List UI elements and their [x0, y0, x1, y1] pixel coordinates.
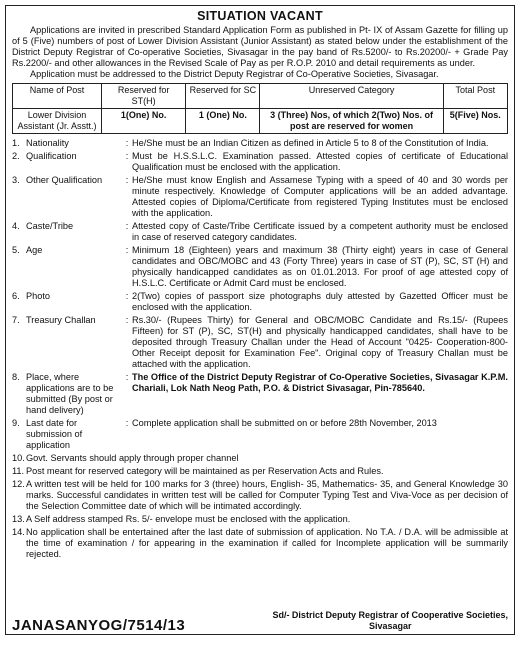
- item-text: Minimum 18 (Eighteen) years and maximum 38 (Thirty eight) years in case of General candidates and OBC/MOBC and 43 (Forty Three) years in case of ST (P), SC, ST (H) and physically handicapped candidates as on 01.01.2013. For proof of age attested copy of H.S.L.C. Certificate or Admit Card must be enclosed.: [132, 245, 508, 288]
- table-header: Name of Post: [13, 84, 102, 109]
- note-text: Govt. Servants should apply through proper channel: [26, 453, 239, 463]
- note-text: Post meant for reserved category will be maintained as per Reservation Acts and Rules.: [26, 466, 384, 476]
- note-item: [12, 466, 508, 477]
- item-label: Photo: [26, 291, 51, 301]
- table-header: Reserved for SC: [186, 84, 260, 109]
- item-text: Rs.30/- (Rupees Thirty) for General and OBC/MOBC Candidate and Rs.15/- (Rupees Fifteen) for ST (P), SC, ST(H) and physically handicapped candidates, shall have to be deposited through Treasury Challan under the Head of Account "0425- Cooperation-800-Other Receipt deposit for Examination Fee". Original copy of Treasury Challan must be attached with the application.: [132, 315, 508, 369]
- note-text: No application shall be entertained after the last date of submission of application. No T.A. / D.A. will be admissible at the time of examination / for appearing in the examination if called for Incomplete application will be summarily rejected.: [26, 527, 508, 559]
- intro-paragraph: Applications are invited in prescribed Standard Application Form as published in Pt- IX of Assam Gazette for filling up of 5 (Five) numbers of post of Lower Division Assistant (Junior Assistant) as stated below under the establishment of the District Deputy Registrar of Co-operative Societies, Sivasagar in the pay band of Rs.5200/- to Rs.20200/- + Grade Pay Rs.2200/- and other allowances in the Revised Scale of Pay as per R.O.P. 2010 and detail requirements as under.: [12, 25, 508, 68]
- table-cell: 5(Five) Nos.: [443, 109, 507, 134]
- list-item: [12, 138, 508, 149]
- item-label: Place, where applications are to be submitted (By post or hand delivery): [26, 372, 114, 415]
- list-item: [12, 372, 508, 416]
- signature-place: Sivasagar: [368, 620, 412, 631]
- item-text: He/She must know English and Assamese Typing with a speed of 40 and 30 words per minute respectively. Knowledge of Computer applications will be an added advantage. Attested copies of Diploma/Certificate from registered Typing Institutes must be enclosed with the application.: [132, 175, 508, 218]
- item-label: Qualification: [26, 151, 77, 161]
- item-text: Complete application shall be submitted on or before 28th November, 2013: [132, 418, 437, 428]
- signature-block: [272, 610, 508, 631]
- note-item: [12, 514, 508, 525]
- note-text: A Self address stamped Rs. 5/- envelope must be enclosed with the application.: [26, 514, 351, 524]
- note-item: [12, 453, 508, 464]
- list-item: [12, 175, 508, 219]
- note-item: [12, 479, 508, 512]
- item-number: 9.: [12, 418, 20, 428]
- signature-line: Sd/- District Deputy Registrar of Cooperative Societies,: [272, 610, 508, 620]
- item-colon: :: [125, 138, 129, 148]
- item-number: 6.: [12, 291, 20, 301]
- note-number: 10.: [12, 453, 25, 463]
- table-header-row: [13, 84, 508, 109]
- item-number: 7.: [12, 315, 20, 325]
- note-item: [12, 527, 508, 560]
- requirements-list: [12, 138, 508, 560]
- item-label: Nationality: [26, 138, 69, 148]
- item-number: 4.: [12, 221, 20, 231]
- item-number: 3.: [12, 175, 20, 185]
- table-header: Reserved for ST(H): [102, 84, 186, 109]
- item-number: 2.: [12, 151, 20, 161]
- note-text: A written test will be held for 100 marks for 3 (three) hours, English- 35, Mathematics- 35, and General Knowledge 30 marks. Successful candidates in written test will be called for Computer Typing Test and Viva-Voce as per decision of the Selection Committee date of which will be intimated accordingly.: [26, 479, 508, 511]
- note-number: 13.: [12, 514, 25, 524]
- item-label: Age: [26, 245, 43, 255]
- item-number: 8.: [12, 372, 20, 382]
- reference-number: JANASANYOG/7514/13: [12, 617, 186, 634]
- item-colon: :: [125, 418, 129, 428]
- table-cell: Lower Division Assistant (Jr. Asstt.): [13, 109, 102, 134]
- item-number: 5.: [12, 245, 20, 255]
- table-header: Unreserved Category: [260, 84, 443, 109]
- table-row: [13, 109, 508, 134]
- list-item: [12, 291, 508, 313]
- item-colon: :: [125, 315, 129, 325]
- page-title: SITUATION VACANT: [197, 9, 323, 23]
- advertisement-page: [5, 5, 515, 635]
- item-colon: :: [125, 151, 129, 161]
- item-number: 1.: [12, 138, 20, 148]
- table-cell: 1(One) No.: [102, 109, 186, 134]
- item-colon: :: [125, 291, 129, 301]
- item-label: Caste/Tribe: [26, 221, 74, 231]
- note-number: 14.: [12, 527, 25, 537]
- list-item: [12, 315, 508, 370]
- submission-address: The Office of the District Deputy Registrar of Co-Operative Societies, Sivasagar K.P.M. Chariali, Lok Nath Neog Path, P.O. & District Sivasagar, Pin-785640.: [132, 372, 508, 393]
- item-label: Other Qualification: [26, 175, 103, 185]
- note-number: 11.: [12, 466, 25, 476]
- item-label: Last date for submission of application: [26, 418, 83, 450]
- table-cell: 1 (One) No.: [186, 109, 260, 134]
- note-number: 12.: [12, 479, 25, 489]
- item-text: 2(Two) copies of passport size photographs duly attested by Gazetted Officer must be enclosed with the application.: [132, 291, 508, 312]
- posts-table: [12, 83, 508, 134]
- footer: [12, 610, 508, 634]
- item-colon: :: [125, 175, 129, 185]
- list-item: [12, 418, 508, 451]
- item-colon: :: [125, 372, 129, 382]
- table-header: Total Post: [443, 84, 507, 109]
- table-cell: 3 (Three) Nos, of which 2(Two) Nos. of post are reserved for women: [260, 109, 443, 134]
- item-label: Treasury Challan: [26, 315, 96, 325]
- intro: [12, 25, 508, 80]
- item-colon: :: [125, 245, 129, 255]
- list-item: [12, 151, 508, 173]
- item-text: He/She must be an Indian Citizen as defined in Article 5 to 8 of the Constitution of India.: [132, 138, 489, 148]
- item-text: Attested copy of Caste/Tribe Certificate issued by a competent authority must be enclosed in case of reserved category candidates.: [132, 221, 508, 242]
- intro-address-line: Application must be addressed to the District Deputy Registrar of Co-Operative Societies, Sivasagar.: [30, 69, 439, 79]
- list-item: [12, 221, 508, 243]
- item-colon: :: [125, 221, 129, 231]
- list-item: [12, 245, 508, 289]
- item-text: Must be H.S.S.L.C. Examination passed. Attested copies of certificate of Educational Qualification must be enclosed with the application.: [132, 151, 508, 172]
